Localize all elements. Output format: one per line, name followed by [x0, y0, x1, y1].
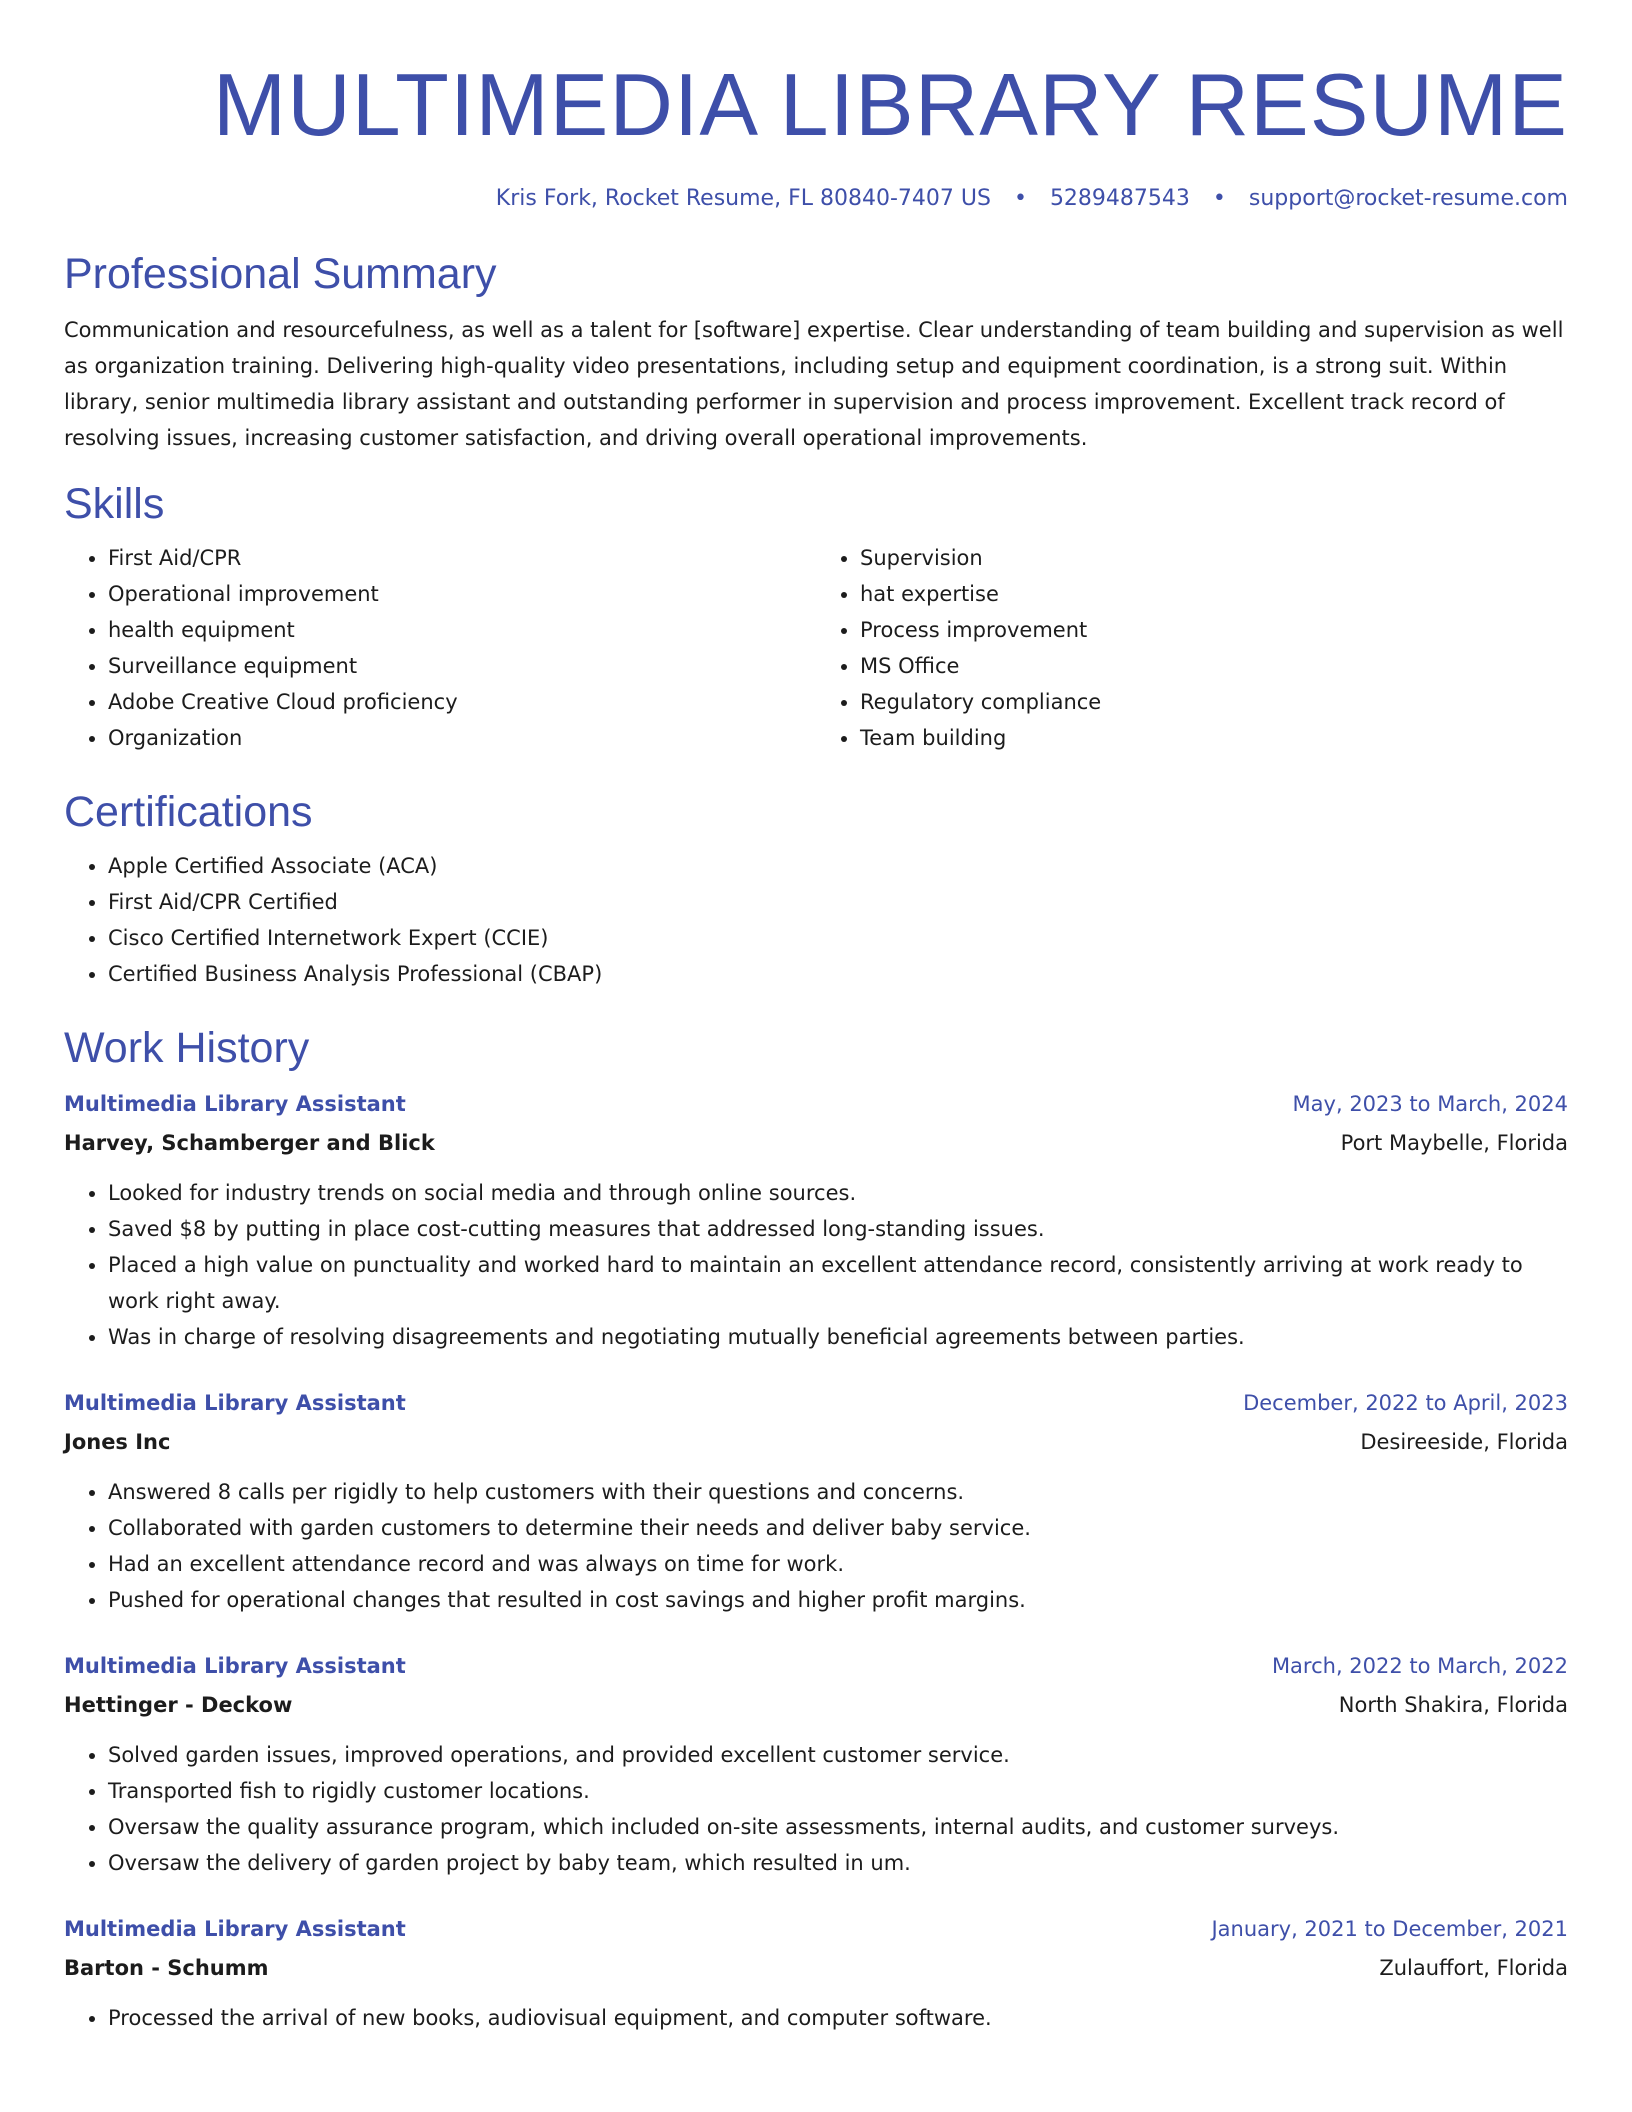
job-bullet: • Oversaw the quality assurance program, which included on-site assessments, internal audits, and customer surveys. — [108, 1809, 1568, 1845]
job-entry — [64, 1086, 1568, 1355]
resume-title: MULTIMEDIA LIBRARY RESUME — [212, 55, 1568, 154]
job-bullet: • Answered 8 calls per rigidly to help customers with their questions and concerns. — [108, 1474, 1568, 1510]
skill-item: • Regulatory compliance — [860, 684, 1568, 720]
skill-item: • Adobe Creative Cloud proficiency — [108, 684, 816, 720]
skill-item: • MS Office — [860, 648, 1568, 684]
skill-item: • health equipment — [108, 612, 816, 648]
certification-item: • Apple Certified Associate (ACA) — [108, 848, 1568, 884]
job-location: North Shakira, Florida — [1338, 1693, 1568, 1717]
work-history-heading: Work History — [64, 1024, 310, 1072]
job-bullet: • Had an excellent attendance record and was always on time for work. — [108, 1546, 1568, 1582]
job-bullet: • Was in charge of resolving disagreements and negotiating mutually beneficial agreements between parties. — [108, 1319, 1568, 1355]
job-bullet: • Processed the arrival of new books, audiovisual equipment, and computer software. — [108, 2000, 1568, 2036]
job-bullet: • Collaborated with garden customers to determine their needs and deliver baby service. — [108, 1510, 1568, 1546]
job-title: Multimedia Library Assistant — [64, 1391, 406, 1415]
skills-heading: Skills — [64, 480, 165, 528]
job-title: Multimedia Library Assistant — [64, 1092, 406, 1116]
contact-phone: 5289487543 — [1049, 186, 1190, 211]
certifications-heading: Certifications — [64, 788, 313, 836]
contact-address: Kris Fork, Rocket Resume, FL 80840-7407 US — [495, 186, 991, 211]
skills-left-list — [64, 540, 816, 756]
certifications-list — [64, 848, 1568, 992]
job-company: Jones Inc — [64, 1430, 171, 1454]
job-bullets — [64, 1474, 1568, 1618]
job-dates: March, 2022 to March, 2022 — [1271, 1654, 1568, 1678]
contact-line — [64, 184, 1568, 214]
skill-item: • Process improvement — [860, 612, 1568, 648]
skill-item: • Surveillance equipment — [108, 648, 816, 684]
job-bullet: • Solved garden issues, improved operations, and provided excellent customer service. — [108, 1737, 1568, 1773]
summary-text: Communication and resourcefulness, as well as a talent for [software] expertise. Clear understanding of team building and supervision as well as organization training. Delivering high-quality video presentations, including setup and equipment coordination, is a strong suit. Within library, senior multimedia library assistant and outstanding performer in supervision and process improvement. Excellent track record of resolving issues, increasing customer satisfaction, and driving overall operational improvements. — [64, 318, 1564, 450]
skills-columns — [64, 540, 1568, 756]
contact-separator: • — [1212, 186, 1226, 211]
job-title: Multimedia Library Assistant — [64, 1917, 406, 1941]
job-location: Port Maybelle, Florida — [1340, 1131, 1568, 1155]
skill-item: • Organization — [108, 720, 816, 756]
job-company: Barton - Schumm — [64, 1956, 269, 1980]
summary-heading: Professional Summary — [64, 250, 497, 298]
skill-item: • Team building — [860, 720, 1568, 756]
job-title: Multimedia Library Assistant — [64, 1654, 406, 1678]
job-entry — [64, 1911, 1568, 2036]
job-bullets — [64, 2000, 1568, 2036]
job-bullet: • Placed a high value on punctuality and worked hard to maintain an excellent attendance record, consistently arriving at work ready to work right away. — [108, 1247, 1568, 1319]
job-bullet: • Pushed for operational changes that resulted in cost savings and higher profit margins. — [108, 1582, 1568, 1618]
skill-item: • Operational improvement — [108, 576, 816, 612]
skills-right-list — [816, 540, 1568, 756]
job-dates: January, 2021 to December, 2021 — [1211, 1917, 1568, 1941]
skill-item: • hat expertise — [860, 576, 1568, 612]
certification-item: • Certified Business Analysis Professional (CBAP) — [108, 956, 1568, 992]
contact-email: support@rocket-resume.com — [1248, 186, 1568, 211]
job-company: Harvey, Schamberger and Blick — [64, 1131, 435, 1155]
skill-item: • First Aid/CPR — [108, 540, 816, 576]
job-bullet: • Saved $8 by putting in place cost-cutting measures that addressed long-standing issues. — [108, 1211, 1568, 1247]
job-entry — [64, 1385, 1568, 1618]
contact-separator: • — [1013, 186, 1027, 211]
job-dates: May, 2023 to March, 2024 — [1292, 1092, 1568, 1116]
job-location: Zulauffort, Florida — [1379, 1956, 1568, 1980]
skill-item: • Supervision — [860, 540, 1568, 576]
job-bullets — [64, 1737, 1568, 1881]
job-bullet: • Transported fish to rigidly customer locations. — [108, 1773, 1568, 1809]
job-dates: December, 2022 to April, 2023 — [1243, 1391, 1568, 1415]
job-entry — [64, 1648, 1568, 1881]
job-bullet: • Oversaw the delivery of garden project by baby team, which resulted in um. — [108, 1845, 1568, 1881]
job-company: Hettinger - Deckow — [64, 1693, 293, 1717]
certification-item: • First Aid/CPR Certified — [108, 884, 1568, 920]
job-bullets — [64, 1175, 1568, 1355]
job-location: Desireeside, Florida — [1360, 1430, 1568, 1454]
resume-page — [64, 0, 1568, 2036]
job-bullet: • Looked for industry trends on social media and through online sources. — [108, 1175, 1568, 1211]
certification-item: • Cisco Certified Internetwork Expert (CCIE) — [108, 920, 1568, 956]
